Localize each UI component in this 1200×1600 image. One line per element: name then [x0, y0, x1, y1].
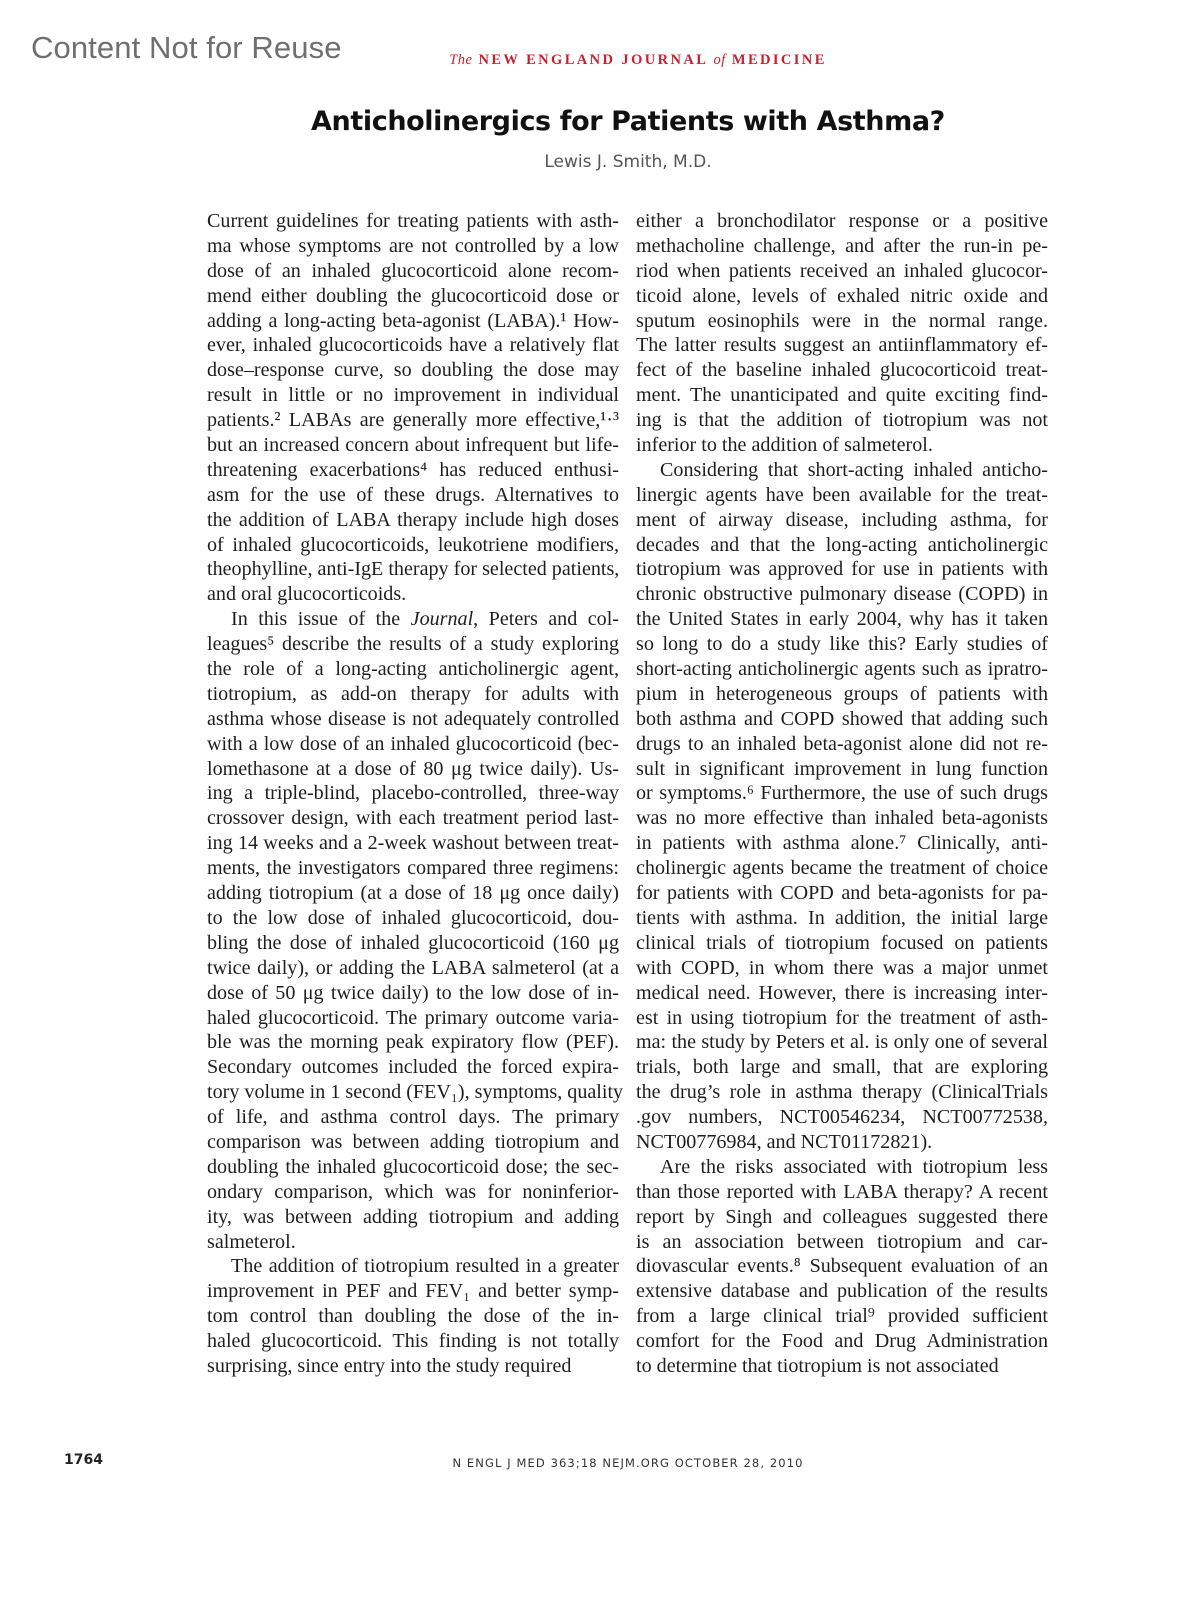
text-line: tiotropium, as add-on therapy for adults with: [207, 682, 619, 705]
text-line: lomethasone at a dose of 80 μg twice daily). Us-: [207, 757, 619, 780]
text-line: theophylline, anti-IgE therapy for selected patients,: [207, 558, 620, 581]
text-line: The latter results suggest an antiinflammatory ef-: [636, 334, 1048, 357]
text-line: of life, and asthma control days. The primary: [207, 1106, 619, 1129]
text-line: comfort for the Food and Drug Administration: [636, 1330, 1048, 1353]
text-line: mend either doubling the glucocorticoid dose or: [207, 284, 619, 307]
page-footer: N ENGL J MED 363;18 NEJM.ORG OCTOBER 28, 2010: [452, 1456, 804, 1470]
journal-name: NEW ENGLAND JOURNAL: [478, 52, 708, 68]
page-number: 1764: [64, 1452, 103, 1468]
text-line: doubling the inhaled glucocorticoid dose; the sec-: [207, 1155, 619, 1178]
text-line: salmeterol.: [207, 1230, 296, 1253]
text-line: in patients with asthma alone.⁷ Clinically, anti-: [636, 832, 1048, 855]
text-line: short-acting anticholinergic agents such as ipratro-: [636, 658, 1048, 681]
text-line: ing a triple-blind, placebo-controlled, three-way: [207, 782, 619, 805]
text-line: dose of an inhaled glucocorticoid alone recom-: [207, 259, 619, 282]
text-line: adding tiotropium (at a dose of 18 μg once daily): [207, 882, 619, 905]
text-line: pium in heterogeneous groups of patients with: [636, 682, 1048, 705]
text-line: haled glucocorticoid. This finding is not totally: [207, 1330, 619, 1353]
text-line: haled glucocorticoid. The primary outcome varia-: [207, 1006, 619, 1029]
text-line: asthma whose disease is not adequately controlled: [207, 707, 619, 730]
text-line: ticoid alone, levels of exhaled nitric oxide and: [636, 284, 1048, 307]
text-line: In this issue of the Journal, Peters and col-: [231, 608, 619, 631]
text-line: NCT00776984, and NCT01172821).: [636, 1130, 933, 1153]
text-line: both asthma and COPD showed that adding such: [636, 707, 1048, 730]
text-line: with COPD, in whom there was a major unmet: [636, 956, 1048, 979]
text-line: ever, inhaled glucocorticoids have a relatively flat: [207, 334, 619, 357]
text-line: ity, was between adding tiotropium and adding: [207, 1205, 619, 1228]
text-line: ments, the investigators compared three regimens:: [207, 857, 619, 880]
text-line: decades and that the long-acting anticholinergic: [636, 533, 1048, 556]
text-line: the role of a long-acting anticholinergic agent,: [207, 658, 619, 681]
text-line: linergic agents have been available for the treat-: [636, 483, 1048, 506]
text-line: ma whose symptoms are not controlled by a low: [207, 234, 619, 257]
text-line: ma: the study by Peters et al. is only one of several: [636, 1031, 1048, 1054]
text-line: tients with asthma. In addition, the initial large: [636, 906, 1048, 929]
text-line: riod when patients received an inhaled glucocor-: [636, 259, 1048, 282]
text-line: than those reported with LABA therapy? A recent: [636, 1180, 1048, 1203]
text-line: is an association between tiotropium and car-: [636, 1230, 1048, 1253]
text-line: Considering that short-acting inhaled anticho-: [660, 458, 1048, 481]
text-line: inferior to the addition of salmeterol.: [636, 434, 933, 457]
text-line: est in using tiotropium for the treatment of asth-: [636, 1006, 1048, 1029]
text-line: drugs to an inhaled beta-agonist alone did not re-: [636, 732, 1048, 755]
journal-masthead: [0, 52, 1200, 69]
text-line: Current guidelines for treating patients with asth-: [207, 210, 619, 232]
article-title: Anticholinergics for Patients with Asthma?: [311, 106, 945, 137]
text-line: dose–response curve, so doubling the dose may: [207, 359, 619, 382]
text-line: leagues⁵ describe the results of a study exploring: [207, 633, 619, 656]
text-line: clinical trials of tiotropium focused on patients: [636, 931, 1048, 954]
text-line: Secondary outcomes included the forced expira-: [207, 1056, 619, 1079]
text-line: medical need. However, there is increasing inter-: [636, 981, 1048, 1004]
text-line: ing is that the addition of tiotropium was not: [636, 409, 1048, 432]
text-line: the addition of LABA therapy include high doses: [207, 508, 619, 531]
text-line: tiotropium was approved for use in patients with: [636, 558, 1048, 581]
text-line: ment. The unanticipated and quite exciting find-: [636, 384, 1048, 407]
text-line: trials, both large and small, that are exploring: [636, 1056, 1048, 1079]
left-column: [207, 209, 624, 1379]
text-line: so long to do a study like this? Early studies of: [636, 633, 1048, 656]
text-line: sult in significant improvement in lung function: [636, 757, 1048, 780]
text-line: threatening exacerbations⁴ has reduced enthusi-: [207, 458, 619, 481]
text-line: improvement in PEF and FEV₁ and better symp-: [207, 1280, 619, 1303]
text-line: and oral glucocorticoids.: [207, 583, 407, 606]
text-line: patients.² LABAs are generally more effective,¹·³: [207, 409, 619, 432]
text-line: tom control than doubling the dose of the in-: [207, 1305, 619, 1328]
text-line: tory volume in 1 second (FEV₁), symptoms, quality: [207, 1081, 624, 1104]
text-line: cholinergic agents became the treatment of choice: [636, 857, 1048, 880]
right-column: [636, 209, 1048, 1379]
text-line: the drug’s role in asthma therapy (ClinicalTrials: [636, 1081, 1048, 1104]
text-line: surprising, since entry into the study required: [207, 1354, 572, 1377]
text-line: .gov numbers, NCT00546234, NCT00772538,: [636, 1106, 1048, 1129]
text-line: fect of the baseline inhaled glucocorticoid treat-: [636, 359, 1048, 382]
text-line: ing 14 weeks and a 2-week washout between treat-: [207, 832, 619, 855]
text-line: from a large clinical trial⁹ provided sufficient: [636, 1305, 1048, 1328]
text-line: asm for the use of these drugs. Alternatives to: [207, 483, 619, 506]
text-line: was no more effective than inhaled beta-agonists: [636, 807, 1048, 830]
text-line: methacholine challenge, and after the run-in pe-: [636, 234, 1048, 257]
text-line: ondary comparison, which was for noninferior-: [207, 1180, 619, 1203]
text-line: of inhaled glucocorticoids, leukotriene modifiers,: [207, 533, 619, 556]
text-line: for patients with COPD and beta-agonists for pa-: [636, 882, 1048, 905]
text-line: Are the risks associated with tiotropium less: [660, 1155, 1048, 1178]
text-line: or symptoms.⁶ Furthermore, the use of such drugs: [636, 782, 1048, 805]
text-line: adding a long-acting beta-agonist (LABA).¹ How-: [207, 309, 619, 332]
article-author: Lewis J. Smith, M.D.: [544, 152, 712, 172]
text-line: comparison was between adding tiotropium and: [207, 1130, 619, 1153]
watermark: Content Not for Reuse: [31, 30, 342, 65]
text-line: dose of 50 μg twice daily) to the low dose of in-: [207, 981, 619, 1004]
text-line: extensive database and publication of the results: [636, 1280, 1048, 1303]
text-line: report by Singh and colleagues suggested there: [636, 1205, 1048, 1228]
text-line: The addition of tiotropium resulted in a greater: [231, 1255, 619, 1278]
text-line: ble was the morning peak expiratory flow (PEF).: [207, 1031, 619, 1054]
journal-medicine: MEDICINE: [731, 52, 827, 68]
journal-italic: Journal: [410, 608, 474, 631]
text-line: ment of airway disease, including asthma, for: [636, 508, 1048, 531]
journal-the: The: [449, 52, 473, 68]
text-line: to determine that tiotropium is not associated: [636, 1354, 999, 1377]
text-line: crossover design, with each treatment period last-: [207, 807, 619, 830]
text-line: but an increased concern about infrequent but life-: [207, 434, 619, 457]
text-line: result in little or no improvement in individual: [207, 384, 619, 407]
text-line: diovascular events.⁸ Subsequent evaluation of an: [636, 1255, 1048, 1278]
text-line: sputum eosinophils were in the normal range.: [636, 309, 1048, 332]
text-line: twice daily), or adding the LABA salmeterol (at a: [207, 956, 619, 979]
text-line: the United States in early 2004, why has it taken: [636, 608, 1048, 631]
journal-of: of: [713, 52, 726, 68]
text-line: either a bronchodilator response or a positive: [636, 210, 1048, 232]
text-line: to the low dose of inhaled glucocorticoid, dou-: [207, 906, 619, 929]
text-line: chronic obstructive pulmonary disease (COPD) in: [636, 583, 1048, 606]
text-line: with a low dose of an inhaled glucocorticoid (bec-: [207, 732, 619, 755]
text-line: bling the dose of inhaled glucocorticoid (160 μg: [207, 931, 619, 954]
